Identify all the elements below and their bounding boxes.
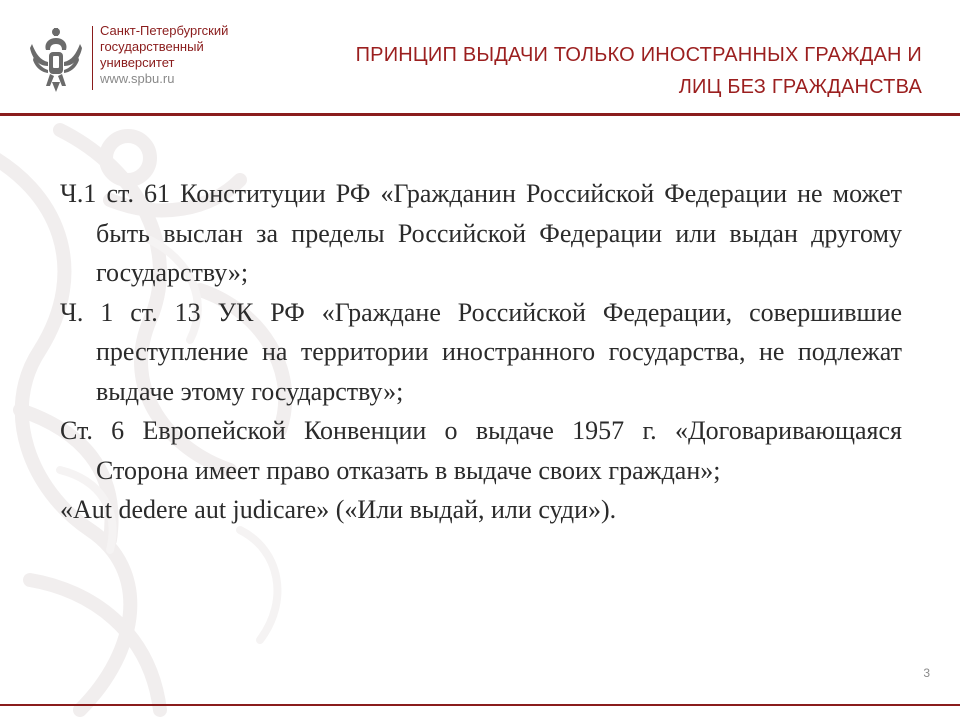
paragraph-european-convention: Ст. 6 Европейской Конвенции о выдаче 1957 г. «Договаривающаяся Сторона имеет право отказать в выдаче своих граждан»; — [60, 416, 902, 485]
university-name-line1: Санкт-Петербургский — [100, 23, 229, 38]
page-number: 3 — [923, 666, 930, 680]
university-url: www.spbu.ru — [100, 71, 175, 86]
paragraph-aut-dedere: «Aut dedere aut judicare» («Или выдай, или суди»). — [60, 495, 617, 524]
university-name-line3: университет — [100, 55, 175, 70]
university-name — [100, 23, 228, 87]
header-divider — [0, 113, 960, 116]
slide-title-line2: ЛИЦ БЕЗ ГРАЖДАНСТВА — [678, 76, 922, 98]
spbu-eagle-emblem-icon — [28, 26, 84, 92]
slide-title — [282, 39, 922, 103]
paragraph-constitution: Ч.1 ст. 61 Конституции РФ «Гражданин Российской Федерации не может быть выслан за пределы Российской Федерации или выдан другому государству»; — [60, 179, 902, 287]
slide-title-line1: ПРИНЦИП ВЫДАЧИ ТОЛЬКО ИНОСТРАННЫХ ГРАЖДАН И — [355, 44, 922, 66]
footer-divider — [0, 704, 960, 706]
logo-divider — [92, 26, 93, 90]
slide-header — [0, 0, 960, 120]
university-name-line2: государственный — [100, 39, 204, 54]
paragraph-criminal-code: Ч. 1 ст. 13 УК РФ «Граждане Российской Федерации, совершившие преступление на территории иностранного государства, не подлежат выдаче этому государству»; — [60, 297, 902, 406]
slide-body — [60, 174, 902, 530]
